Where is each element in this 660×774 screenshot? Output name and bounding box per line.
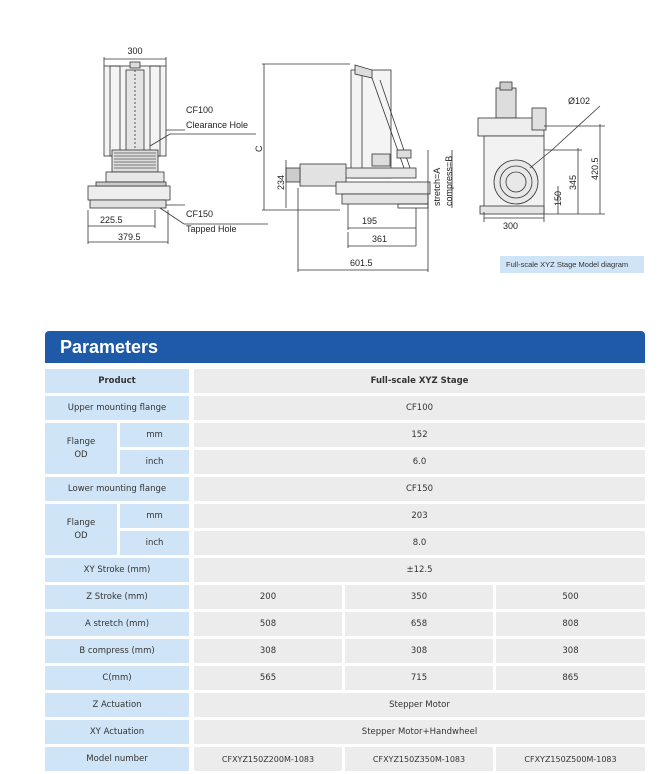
dim-361: 361	[372, 234, 388, 244]
dim-stretch: stretch=A	[432, 167, 442, 206]
lower-flange-value: CF150	[194, 477, 645, 501]
z-actuation-label: Z Actuation	[45, 693, 189, 717]
xy-stroke-label: XY Stroke (mm)	[45, 558, 189, 582]
tapped-hole-label: Tapped Hole	[186, 224, 237, 234]
product-label: Product	[45, 369, 189, 393]
lower-od-inch-label: inch	[120, 531, 189, 555]
parameters-title: Parameters	[45, 331, 645, 363]
a-stretch-value-1: 508	[194, 612, 342, 636]
b-compress-value-2: 308	[345, 639, 493, 663]
dim-379-5: 379.5	[118, 232, 141, 242]
lower-flange-label: Lower mounting flange	[45, 477, 189, 501]
product-value: Full-scale XYZ Stage	[194, 369, 645, 393]
lower-od-mm-value: 203	[194, 504, 645, 528]
z-actuation-value: Stepper Motor	[194, 693, 645, 717]
b-compress-label: B compress (mm)	[45, 639, 189, 663]
c-mm-value-3: 865	[496, 666, 645, 690]
z-stroke-label: Z Stroke (mm)	[45, 585, 189, 609]
dim-195: 195	[362, 216, 378, 226]
a-stretch-value-2: 658	[345, 612, 493, 636]
z-stroke-value-2: 350	[345, 585, 493, 609]
c-mm-label: C(mm)	[45, 666, 189, 690]
upper-od-mm-label: mm	[120, 423, 189, 447]
upper-flange-od-label: Flange OD	[45, 423, 117, 474]
dim-225-5: 225.5	[100, 215, 123, 225]
stage-model-diagram	[0, 0, 660, 290]
dim-345: 345	[568, 174, 578, 190]
diagram-caption: Full-scale XYZ Stage Model diagram	[500, 256, 644, 273]
cf100-label: CF100	[186, 105, 214, 115]
c-mm-value-1: 565	[194, 666, 342, 690]
cf150-label: CF150	[186, 209, 214, 219]
dim-c: C	[254, 145, 264, 152]
model-number-value-1: CFXYZ150Z200M-1083	[194, 747, 342, 771]
xy-actuation-label: XY Actuation	[45, 720, 189, 744]
b-compress-value-1: 308	[194, 639, 342, 663]
upper-od-inch-value: 6.0	[194, 450, 645, 474]
dim-top-width: 300	[127, 46, 143, 56]
lower-od-mm-label: mm	[120, 504, 189, 528]
dim-compress: compress=B	[444, 155, 454, 206]
model-number-label: Model number	[45, 747, 189, 771]
model-number-value-2: CFXYZ150Z350M-1083	[345, 747, 493, 771]
dim-phi-102: Ø102	[568, 96, 591, 106]
model-number-value-3: CFXYZ150Z500M-1083	[496, 747, 645, 771]
z-stroke-value-1: 200	[194, 585, 342, 609]
lower-od-inch-value: 8.0	[194, 531, 645, 555]
a-stretch-label: A stretch (mm)	[45, 612, 189, 636]
dim-234: 234	[276, 174, 286, 190]
dim-300-end: 300	[503, 221, 519, 231]
xy-stroke-value: ±12.5	[194, 558, 645, 582]
clearance-hole-label: Clearance Hole	[186, 120, 249, 130]
c-mm-value-2: 715	[345, 666, 493, 690]
upper-flange-label: Upper mounting flange	[45, 396, 189, 420]
lower-flange-od-label: Flange OD	[45, 504, 117, 555]
b-compress-value-3: 308	[496, 639, 645, 663]
xy-actuation-value: Stepper Motor+Handwheel	[194, 720, 645, 744]
dim-150: 150	[553, 190, 563, 206]
a-stretch-value-3: 808	[496, 612, 645, 636]
dim-601-5: 601.5	[350, 258, 373, 268]
dim-420-5: 420.5	[590, 157, 600, 180]
upper-od-inch-label: inch	[120, 450, 189, 474]
upper-flange-value: CF100	[194, 396, 645, 420]
z-stroke-value-3: 500	[496, 585, 645, 609]
upper-od-mm-value: 152	[194, 423, 645, 447]
